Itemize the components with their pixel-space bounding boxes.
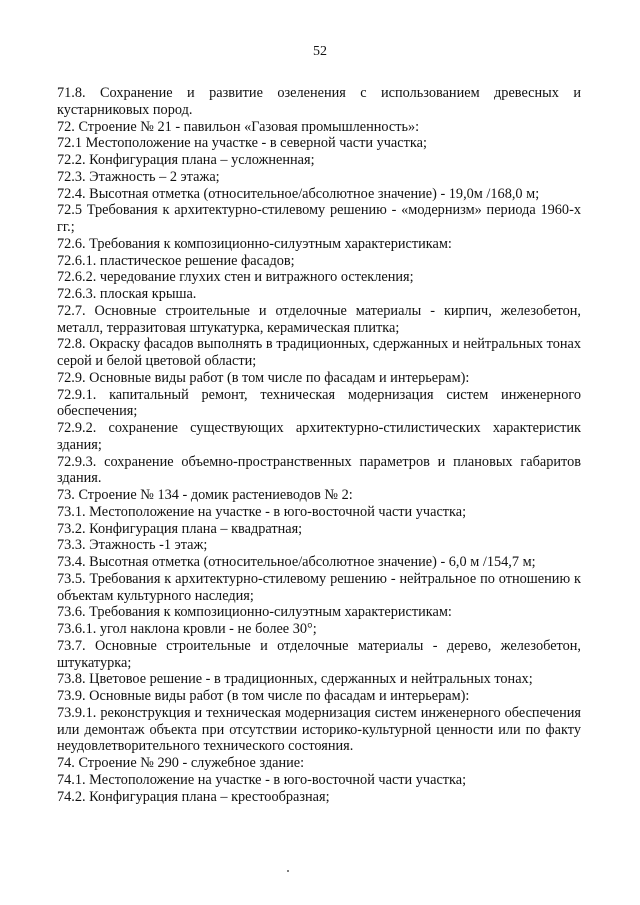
paragraph: 74.1. Местоположение на участке - в юго-восточной части участка; [57,771,467,788]
paragraph: 73.9.1. реконструкция и техническая модернизация систем инженерного обеспечения или демонтаж объекта при отсутствии историко-культурной ценности или по факту неудовлетворительного технического состояния. [57,704,581,755]
paragraph: 72.8. Окраску фасадов выполнять в традиционных, сдержанных и нейтральных тонах серой и белой цветовой области; [57,336,581,369]
paragraph: 73.6. Требования к композиционно-силуэтным характеристикам: [57,604,452,621]
paragraph: 72.4. Высотная отметка (относительное/абсолютное значение) - 19,0м /168,0 м; [57,185,540,202]
paragraph: 72.9.1. капитальный ремонт, техническая модернизация систем инженерного обеспечения; [57,386,581,420]
paragraph: 73.3. Этажность -1 этаж; [57,537,208,554]
paragraph: 72.2. Конфигурация плана – усложненная; [57,152,315,168]
page-mark [287,870,289,872]
page-number: 52 [313,44,327,59]
paragraph: 72.6.2. чередование глухих стен и витражного остекления; [57,269,414,286]
paragraph: 73. Строение № 134 - домик растениеводов № 2: [57,487,353,503]
paragraph: 71.8. Сохранение и развитие озеленения с использованием древесных и кустарниковых пород. [57,85,581,118]
paragraph: 72.9.3. сохранение объемно-пространственных параметров и плановых габаритов здания. [57,453,581,487]
paragraph: 73.1. Местоположение на участке - в юго-восточной части участка; [57,503,467,520]
paragraph: 73.8. Цветовое решение - в традиционных, сдержанных и нейтральных тонах; [57,671,533,688]
paragraph: 73.6.1. угол наклона кровли - не более 30°; [57,621,317,637]
paragraph: 73.9. Основные виды работ (в том числе по фасадам и интерьерам): [57,688,470,704]
paragraph: 73.4. Высотная отметка (относительное/абсолютное значение) - 6,0 м /154,7 м; [57,554,536,570]
paragraph: 72.6.1. пластическое решение фасадов; [57,252,295,269]
paragraph: 74. Строение № 290 - служебное здание: [57,755,305,771]
paragraph: 72.5 Требования к архитектурно-стилевому решению - «модернизм» периода 1960-х гг.; [57,202,581,235]
paragraph: 72.9.2. сохранение существующих архитектурно-стилистических характеристик здания; [57,420,581,453]
paragraph: 73.5. Требования к архитектурно-стилевому решению - нейтральное по отношению к объектам культурного наследия; [57,570,581,604]
paragraph: 72.3. Этажность – 2 этажа; [57,168,220,185]
paragraph: 73.7. Основные строительные и отделочные материалы - дерево, железобетон, штукатурка; [57,637,581,671]
paragraph: 72. Строение № 21 - павильон «Газовая промышленность»: [57,118,420,135]
paragraph: 72.9. Основные виды работ (в том числе по фасадам и интерьерам): [57,369,470,386]
paragraph: 72.6.3. плоская крыша. [57,286,197,302]
paragraph: 73.2. Конфигурация плана – квадратная; [57,520,303,537]
paragraph: 72.7. Основные строительные и отделочные материалы - кирпич, железобетон, металл, терразитовая штукатурка, керамическая плитка; [57,302,581,336]
paragraph: 74.2. Конфигурация плана – крестообразная; [57,788,330,805]
document-body [57,85,581,805]
paragraph: 72.6. Требования к композиционно-силуэтным характеристикам: [57,235,452,252]
paragraph: 72.1 Местоположение на участке - в северной части участка; [57,135,427,152]
